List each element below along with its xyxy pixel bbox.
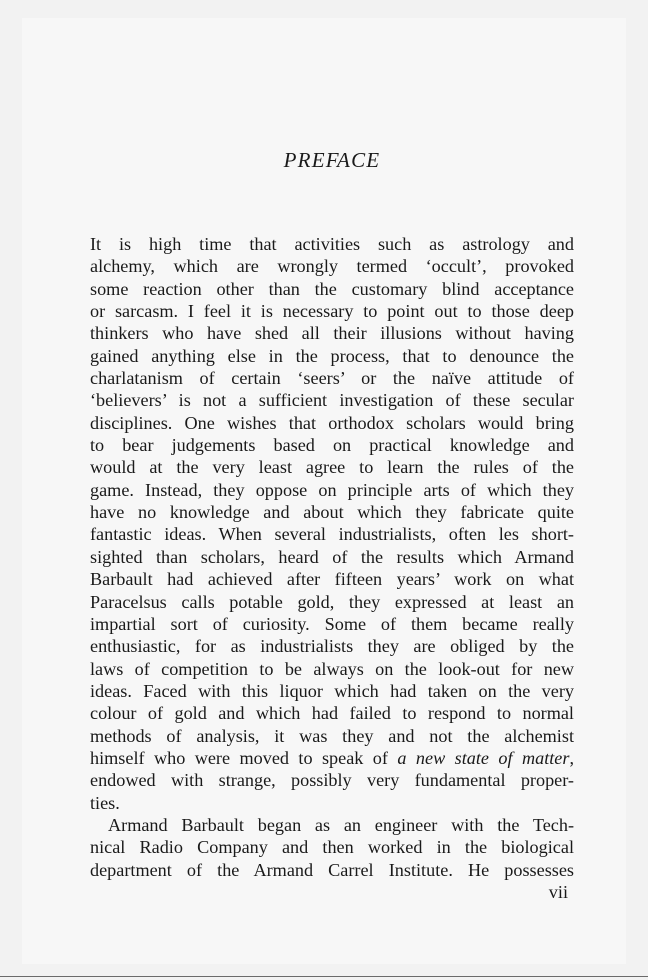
paragraph-start-line: Armand Barbault began as an engineer with the Tech- [108,814,574,835]
bottom-divider [0,976,648,977]
text-line: disciplines. One wishes that orthodox scholars would bring [90,412,574,433]
text-line: some reaction other than the customary blind acceptance [90,278,574,299]
text-line: nical Radio Company and then worked in the biological [90,837,574,858]
text-line: laws of competition to be always on the look-out for new [90,658,574,679]
emphasized-phrase: a new state of matter [397,747,570,768]
page-title: PREFACE [283,148,381,172]
text-line: gained anything else in the process, that to denounce the [90,345,574,366]
text-line: alchemy, which are wrongly termed ‘occult’, provoked [90,256,574,277]
text-line: It is high time that activities such as astrology and [90,234,574,254]
page-number: vii [548,881,568,902]
text-line: ‘believers’ is not a sufficient investigation of these secular [90,390,574,411]
text-line: enthusiastic, for as industrialists they are obliged by the [90,636,574,657]
text-line: or sarcasm. I feel it is necessary to point out to those deep [90,301,574,322]
text-line: department of the Armand Carrel Institute. He possesses [90,859,574,880]
text-line: fantastic ideas. When several industrialists, often les short- [90,524,574,545]
text-line: methods of analysis, it was they and not the alchemist [90,725,574,746]
text-line: ties. [90,792,120,813]
text-line: Paracelsus calls potable gold, they expressed at least an [90,591,574,612]
text-run: , [569,747,575,768]
text-run: himself who were moved to speak of [90,747,398,768]
text-line-emphasis [90,747,574,769]
text-line: thinkers who have shed all their illusions without having [90,323,574,344]
text-line: colour of gold and which had failed to respond to normal [90,703,574,724]
text-line: impartial sort of curiosity. Some of them became really [90,613,574,634]
body-text [90,233,574,903]
text-line: ideas. Faced with this liquor which had taken on the very [90,680,574,701]
text-line: would at the very least agree to learn the rules of the [90,457,574,478]
text-line: endowed with strange, possibly very fundamental proper- [90,770,574,791]
text-line: charlatanism of certain ‘seers’ or the naïve attitude of [90,368,574,389]
text-line: game. Instead, they oppose on principle arts of which they [90,479,574,500]
text-line: Barbault had achieved after fifteen years’ work on what [90,569,574,590]
text-line: to bear judgements based on practical knowledge and [90,435,574,456]
text-line: sighted than scholars, heard of the results which Armand [90,546,574,567]
text-line: have no knowledge and about which they fabricate quite [90,502,574,523]
